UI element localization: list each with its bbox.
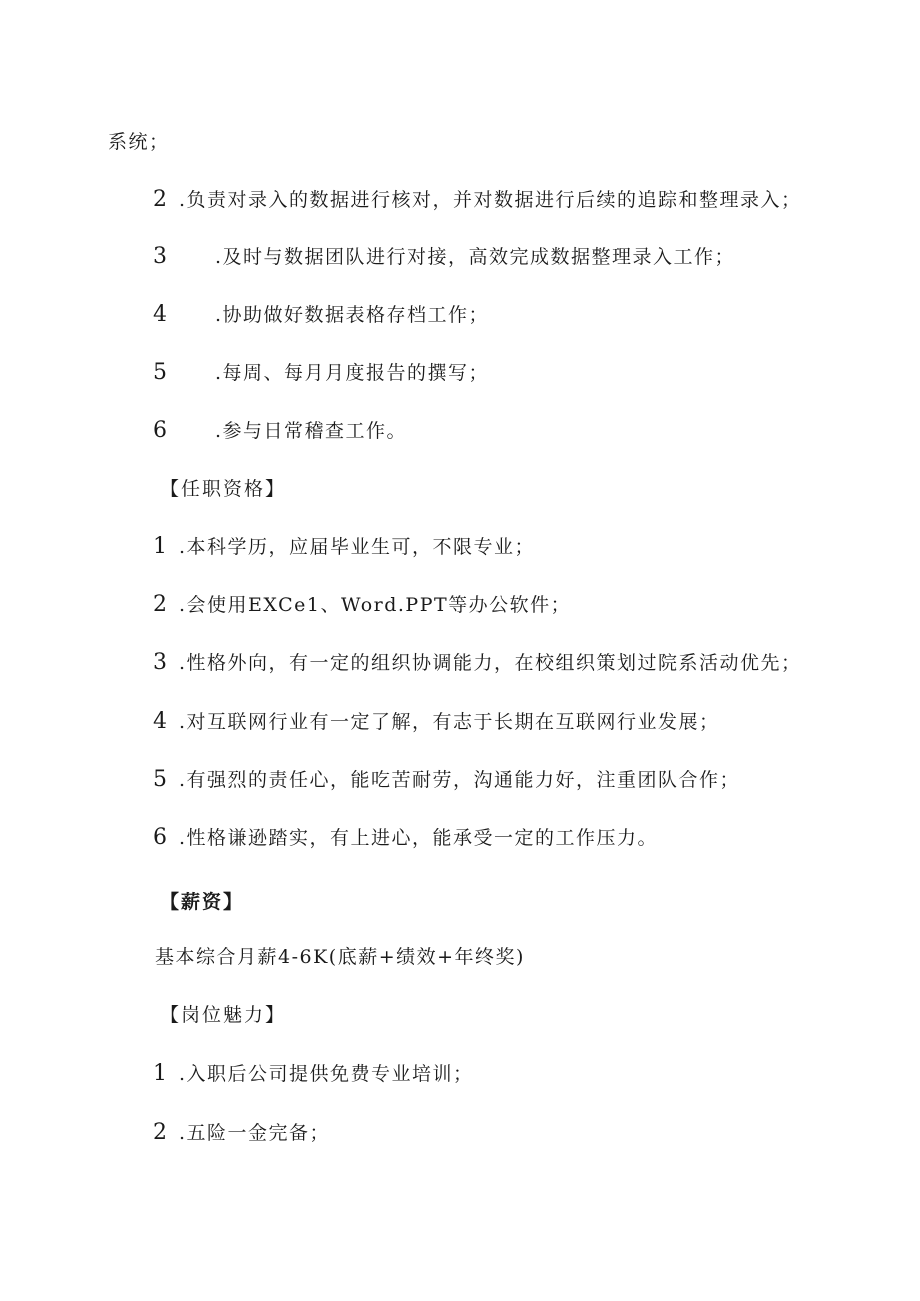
item-number: 5 <box>153 767 167 792</box>
item-text: .负责对录入的数据进行核对，并对数据进行后续的追踪和整理录入； <box>179 189 802 211</box>
item-text: .本科学历，应届毕业生可，不限专业； <box>179 536 536 558</box>
salary-text: 基本综合月薪4-6K(底薪+绩效+年终奖) <box>155 946 525 968</box>
salary-heading: 【薪资】 <box>160 891 245 913</box>
appeal-item <box>153 1121 330 1145</box>
duty-item <box>153 188 802 212</box>
item-text: .对互联网行业有一定了解，有志于长期在互联网行业发展； <box>179 711 720 733</box>
qualifications-heading: 【任职资格】 <box>160 478 287 500</box>
continuation-text: 系统； <box>108 131 170 153</box>
item-number: 1 <box>153 534 167 559</box>
item-text: .会使用EXCe1、Word.PPT等办公软件； <box>179 594 572 616</box>
item-text: .协助做好数据表格存档工作； <box>215 304 490 326</box>
qualification-item <box>153 768 740 792</box>
item-number: 4 <box>153 302 167 327</box>
duty-item <box>153 419 407 443</box>
item-text: .五险一金完备； <box>179 1122 331 1144</box>
item-number: 1 <box>153 1061 167 1086</box>
item-number: 6 <box>153 418 167 443</box>
item-text: .性格谦逊踏实，有上进心，能承受一定的工作压力。 <box>179 827 659 849</box>
appeal-item <box>153 1062 474 1086</box>
item-text: .及时与数据团队进行对接，高效完成数据整理录入工作； <box>215 246 736 268</box>
duty-item <box>153 245 735 269</box>
item-number: 5 <box>153 360 167 385</box>
item-text: .有强烈的责任心，能吃苦耐劳，沟通能力好，注重团队合作； <box>179 769 741 791</box>
duty-item <box>153 361 489 385</box>
qualification-item <box>153 651 802 675</box>
item-number: 6 <box>153 825 167 850</box>
item-text: .性格外向，有一定的组织协调能力，在校组织策划过院系活动优先； <box>179 652 802 674</box>
duty-item <box>153 303 489 327</box>
qualification-item <box>153 710 720 734</box>
item-text: .入职后公司提供免费专业培训； <box>179 1063 474 1085</box>
appeal-heading: 【岗位魅力】 <box>160 1004 287 1026</box>
item-number: 2 <box>153 592 167 617</box>
item-number: 2 <box>153 187 167 212</box>
item-text: .参与日常稽查工作。 <box>215 420 408 442</box>
item-number: 4 <box>153 709 167 734</box>
qualification-item <box>153 535 535 559</box>
item-number: 3 <box>153 244 167 269</box>
qualification-item <box>153 593 571 617</box>
qualification-item <box>153 826 658 850</box>
item-number: 2 <box>153 1120 167 1145</box>
item-text: .每周、每月月度报告的撰写； <box>215 362 490 384</box>
item-number: 3 <box>153 650 167 675</box>
